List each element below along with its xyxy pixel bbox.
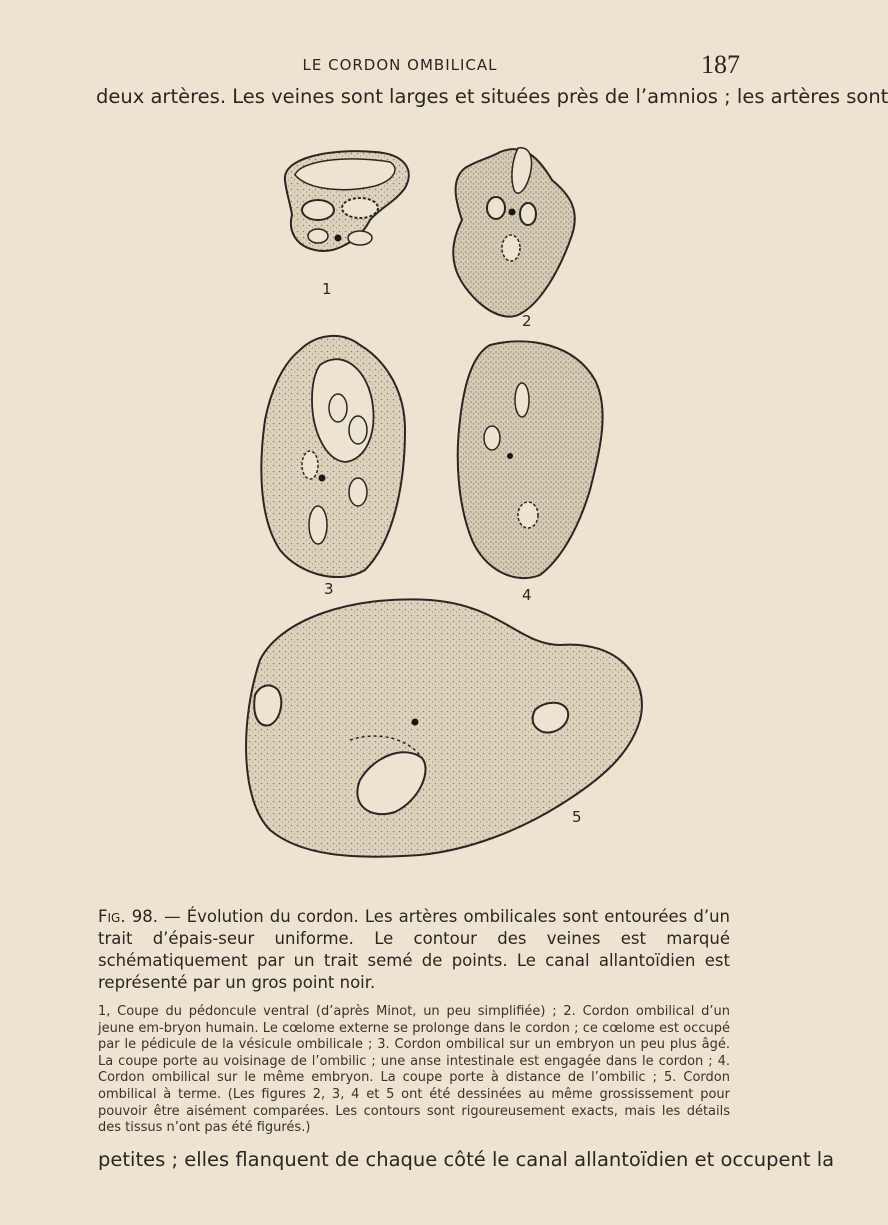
section-5	[246, 599, 642, 856]
figure-caption	[98, 906, 730, 994]
body-text-bottom: petites ; elles flanquent de chaque côté le canal allantoïdien et occupent la	[98, 1148, 835, 1171]
figure-label-1: 1	[322, 280, 332, 298]
running-title: LE CORDON OMBILICAL	[302, 56, 498, 74]
figure-caption-text: — Évolution du cordon. Les artères ombilicales sont entourées d’un trait d’épais-seur uniforme. Le contour des veines est marqué schématiquement par un trait semé de points. Le canal allantoïdien est représenté par un gros point noir.	[98, 907, 730, 992]
section-2	[453, 148, 575, 317]
figure-label-2: 2	[522, 312, 532, 330]
section-4	[458, 341, 603, 578]
figure-label-3: 3	[324, 580, 334, 598]
figure-legend-detail: 1, Coupe du pédoncule ventral (d’après Minot, un peu simplifiée) ; 2. Cordon ombilical d’un jeune em-bryon humain. Le cœlome externe se prolonge dans le cordon ; ce cœlome est occupé par le pédicule de la vésicule ombilicale ; 3. Cordon ombilical sur un embryon un peu plus âgé. La coupe porte au voisinage de l’ombilic ; une anse intestinale est engagée dans le cordon ; 4. Cordon ombilical sur le même embryon. La coupe porte à distance de l’ombilic ; 5. Cordon ombilical à terme. (Les figures 2, 3, 4 et 5 ont été dessinées au même grossissement pour pouvoir être aisément comparées. Les contours sont rigoureusement exacts, mais les détails des tissus n’ont pas été figurés.)	[98, 1004, 730, 1136]
figure-label-5: 5	[572, 808, 582, 826]
body-text-top: deux artères. Les veines sont larges et situées près de l’amnios ; les artères sont	[96, 85, 888, 108]
figure-caption-label: Fig. 98.	[98, 907, 158, 926]
page-number: 187	[701, 50, 740, 79]
figure-98	[200, 140, 660, 900]
figure-label-4: 4	[522, 586, 532, 604]
section-1	[285, 151, 409, 251]
cord-sections-illustration	[200, 140, 660, 900]
section-3	[261, 336, 405, 577]
